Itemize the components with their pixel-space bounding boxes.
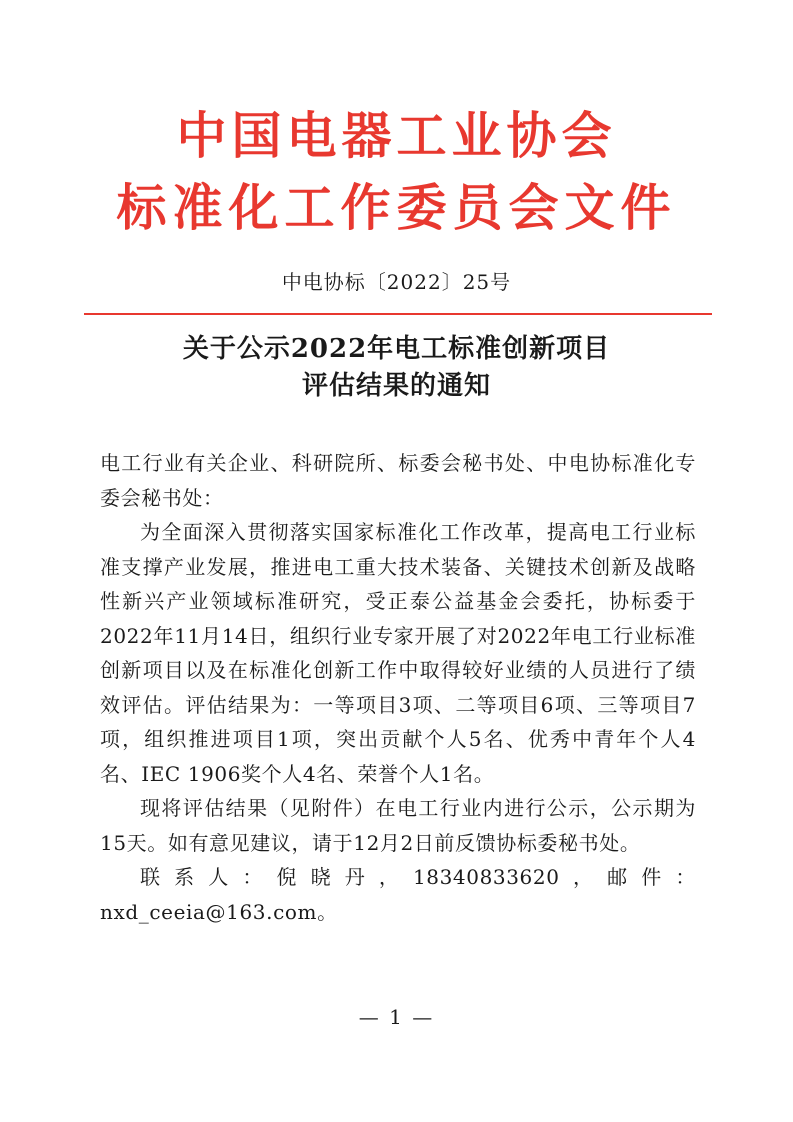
body-paragraph-1: 为全面深入贯彻落实国家标准化工作改革，提高电工行业标准支撑产业发展，推进电工重大技术装备、关键技术创新及战略性新兴产业领域标准研究，受正泰公益基金会委托，协标委于2022年11月14日，组织行业专家开展了对2022年电工行业标准创新项目以及在标准化创新工作中取得较好业绩的人员进行了绩效评估。评估结果为：一等项目3项、二等项目6项、三等项目7项，组织推进项目1项，突出贡献个人5名、优秀中青年个人4名、IEC 1906奖个人4名、荣誉个人1名。 [100, 520, 696, 786]
document-title-line2: 评估结果的通知 [301, 371, 491, 401]
body-paragraph-2: 现将评估结果（见附件）在电工行业内进行公示，公示期为15天。如有意见建议，请于12月2日前反馈协标委秘书处。 [100, 796, 696, 855]
document-number: 中电协标〔2022〕25号 [281, 270, 512, 294]
page-number: — 1 — [358, 1005, 435, 1029]
issuing-organization-line1: 中国电器工业协会 [176, 106, 617, 165]
addressee: 电工行业有关企业、科研院所、标委会秘书处、中电协标准化专委会秘书处： [100, 451, 696, 510]
contact-line: 联系人：倪晓丹，18340833620，邮件：nxd_ceeia@163.com。 [100, 865, 696, 924]
issuing-organization-line2: 标准化工作委员会文件 [116, 178, 677, 237]
red-divider-line [84, 313, 712, 315]
document-body [100, 446, 696, 929]
document-title-line1: 关于公示2022年电工标准创新项目 [182, 334, 611, 364]
